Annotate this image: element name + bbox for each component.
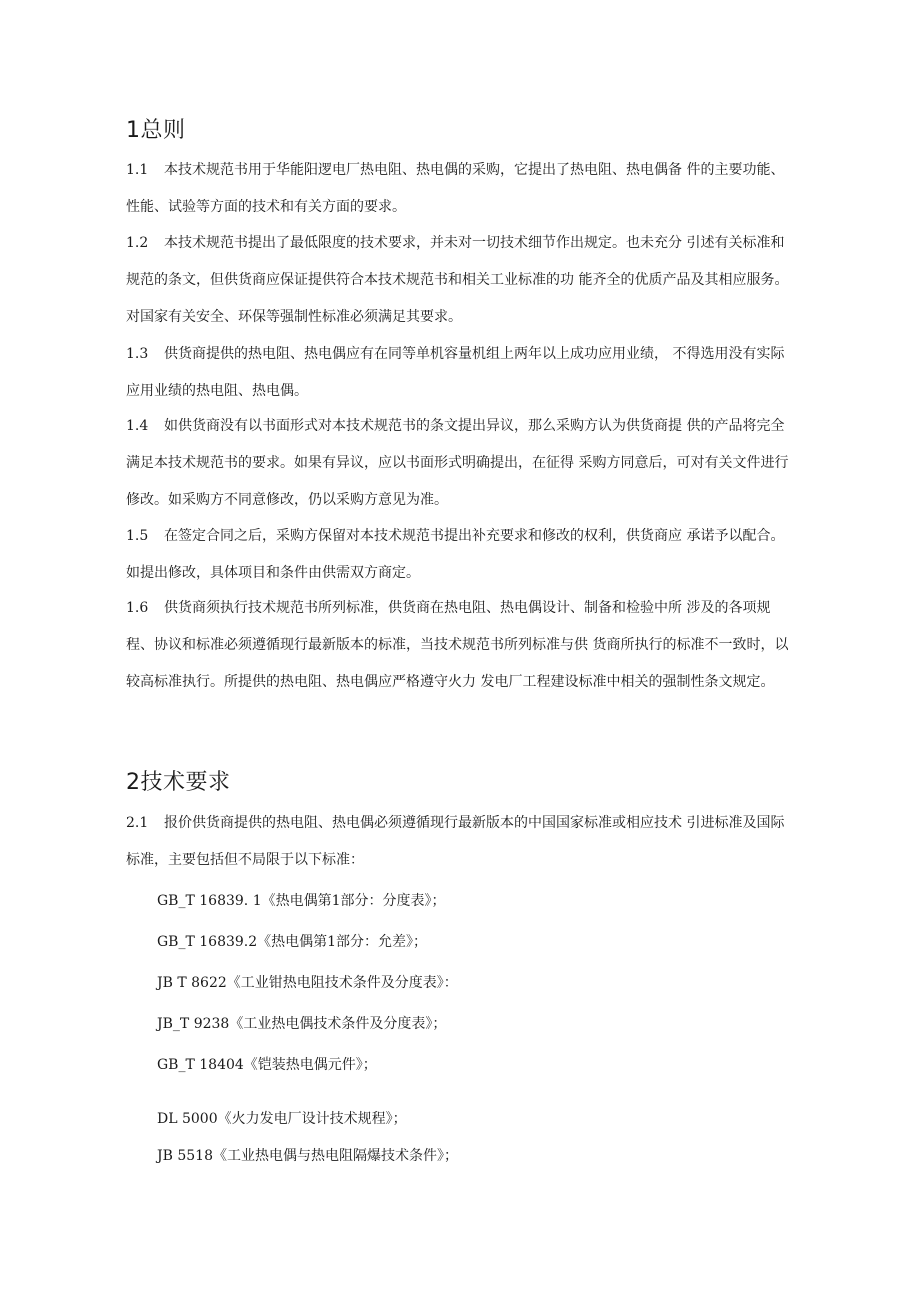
clause-number: 2.1	[126, 815, 149, 831]
clause-1-3	[126, 336, 796, 410]
standard-ref: GB_T 16839.2《热电偶第1部分：允差》；	[157, 934, 428, 950]
standard-ref: JB_T 9238《工业热电偶技术条件及分度表》；	[157, 1016, 447, 1032]
clause-text: 供货商提供的热电阻、热电偶应有在同等单机容量机组上两年以上成功应用业绩， 不得选用没有实际应用业绩的热电阻、热电偶。	[126, 346, 785, 399]
clause-number: 1.4	[126, 418, 149, 434]
clause-1-6	[126, 590, 796, 701]
clause-2-1	[126, 805, 796, 879]
clause-number: 1.2	[126, 235, 149, 251]
clause-text: 报价供货商提供的热电阻、热电偶必须遵循现行最新版本的中国国家标准或相应技术 引进标准及国际标准，主要包括但不局限于以下标准：	[126, 815, 785, 868]
clause-text: 供货商须执行技术规范书所列标准，供货商在热电阻、热电偶设计、制备和检验中所 涉及的各项规程、协议和标准必须遵循现行最新版本的标准，当技术规范书所列标准与供 货商所执行的标准不一致时，以较高标准执行。所提供的热电阻、热电偶应严格遵守火力 发电厂工程建设标准中相关的强制性条文规定。	[126, 600, 789, 690]
clause-number: 1.1	[126, 162, 149, 178]
standard-ref: JB T 8622《工业钳热电阻技术条件及分度表》：	[157, 975, 458, 991]
clause-number: 1.3	[126, 346, 149, 362]
clause-text: 本技术规范书提出了最低限度的技术要求，并未对一切技术细节作出规定。也未充分 引述有关标准和规范的条文，但供货商应保证提供符合本技术规范书和相关工业标准的功 能齐全的优质产品及其相应服务。对国家有关安全、环保等强制性标准必须满足其要求。	[126, 235, 789, 325]
clause-number: 1.6	[126, 600, 149, 616]
standard-ref: GB_T 18404《铠装热电偶元件》；	[157, 1057, 377, 1073]
clause-1-5	[126, 518, 796, 592]
clause-1-1	[126, 152, 796, 226]
standard-ref: GB_T 16839. 1《热电偶第1部分：分度表》；	[157, 893, 446, 909]
clause-text: 在签定合同之后，采购方保留对本技术规范书提出补充要求和修改的权利，供货商应 承诺予以配合。如提出修改，具体项目和条件由供需双方商定。	[126, 528, 785, 581]
clause-text: 如供货商没有以书面形式对本技术规范书的条文提出异议，那么采购方认为供货商提 供的产品将完全满足本技术规范书的要求。如果有异议，应以书面形式明确提出，在征得 采购方同意后，可对有关文件进行修改。如采购方不同意修改，仍以采购方意见为准。	[126, 418, 789, 508]
standard-ref: DL 5000《火力发电厂设计技术规程》；	[157, 1111, 407, 1127]
clause-1-4	[126, 408, 796, 519]
standard-ref: JB 5518《工业热电偶与热电阻隔爆技术条件》；	[157, 1148, 458, 1164]
section-2-heading: 2技术要求	[126, 770, 231, 795]
clause-1-2	[126, 225, 796, 336]
clause-number: 1.5	[126, 528, 149, 544]
section-1-heading: 1总则	[126, 118, 186, 143]
clause-text: 本技术规范书用于华能阳逻电厂热电阻、热电偶的采购，它提出了热电阻、热电偶备 件的主要功能、性能、试验等方面的技术和有关方面的要求。	[126, 162, 785, 215]
